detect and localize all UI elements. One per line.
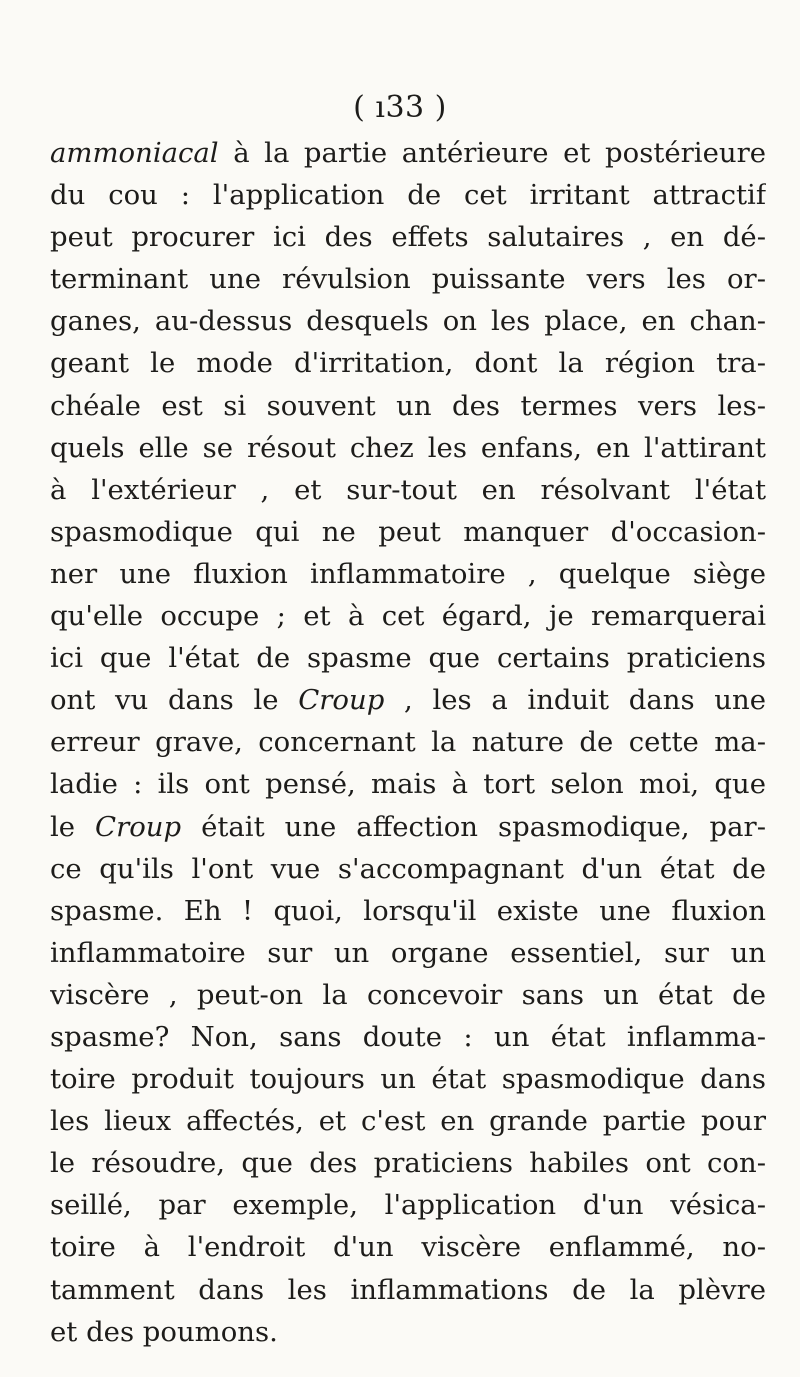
page-number: ( ı33 ) [353,90,447,125]
text-line: ladie : ils ont pensé, mais à tort selon moi, que [50,768,766,801]
text-line: ner une fluxion inflammatoire , quelque siège [50,557,766,590]
text-line: ont vu dans le Croup , les a induit dans une [50,684,766,717]
text-line: du cou : l'application de cet irritant attractif [50,179,766,212]
text-line: inflammatoire sur un organe essentiel, sur un [50,936,766,969]
text-line: à l'extérieur , et sur-tout en résolvant l'état [50,473,766,506]
italic-term: Croup [95,810,182,843]
text-line: ici que l'état de spasme que certains praticiens [50,642,766,675]
text-line: quels elle se résout chez les enfans, en l'attirant [50,431,766,464]
text-line: geant le mode d'irritation, dont la région tra- [50,347,766,380]
italic-term: ammoniacal [50,137,219,169]
text-line: qu'elle occupe ; et à cet égard, je remarquerai [50,600,766,633]
text-line: toire à l'endroit d'un viscère enflammé, no- [50,1231,766,1264]
italic-term: Croup [298,684,385,717]
text-line-last: et des poumons. [50,1315,278,1348]
text-line: tamment dans les inflammations de la plèvre [50,1273,766,1306]
text-line: peut procurer ici des effets salutaires , en dé- [50,221,766,254]
text-line: ganes, au-dessus desquels on les place, en chan- [50,305,766,338]
text-line: seillé, par exemple, l'application d'un vésica- [50,1189,766,1222]
text-line: terminant une révulsion puissante vers les or- [50,263,766,296]
text-line: toire produit toujours un état spasmodique dans [50,1063,766,1096]
text-line: les lieux affectés, et c'est en grande partie pour [50,1105,766,1138]
text-line: le résoudre, que des praticiens habiles ont con- [50,1147,766,1180]
text-line: chéale est si souvent un des termes vers les- [50,389,766,422]
text-line: le Croup était une affection spasmodique, par- [50,810,766,843]
body-text [50,132,766,1353]
text-line: viscère , peut-on la concevoir sans un état de [50,978,766,1011]
text-line: spasme? Non, sans doute : un état inflamma- [50,1020,766,1053]
text-line: erreur grave, concernant la nature de cette ma- [50,726,766,759]
text-line: ammoniacal à la partie antérieure et postérieure [50,137,766,169]
text-line: spasme. Eh ! quoi, lorsqu'il existe une fluxion [50,894,766,927]
text-line: spasmodique qui ne peut manquer d'occasion- [50,515,766,548]
text-line: ce qu'ils l'ont vue s'accompagnant d'un état de [50,852,766,885]
